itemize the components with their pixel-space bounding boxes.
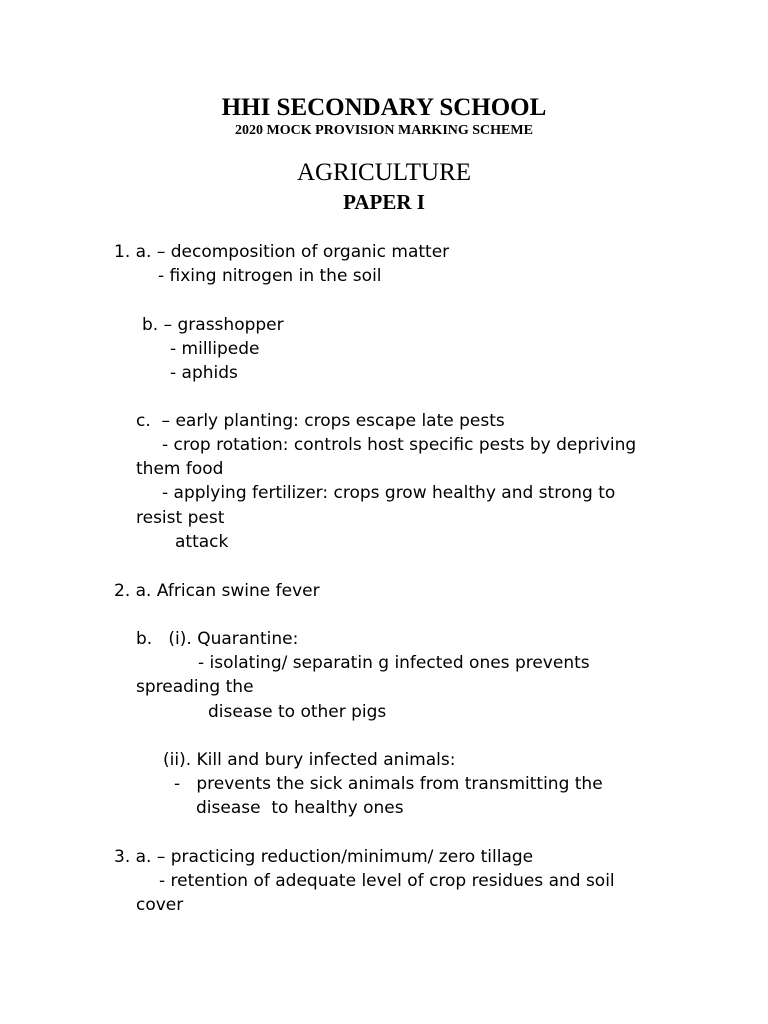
q2a-line-1: 2. a. African swine fever [114,581,320,601]
q2b-line-2: - isolating/ separatin g infected ones prevents [198,653,590,673]
q1b-line-2: - millipede [170,339,260,359]
school-name: HHI SECONDARY SCHOOL [221,94,547,121]
q1a-line-2: - fixing nitrogen in the soil [158,266,382,286]
q1c-line-3: them food [136,459,224,479]
subject-title: AGRICULTURE [296,159,472,186]
q3a-line-2: - retention of adequate level of crop residues and soil [159,871,615,891]
q2b-line-4: disease to other pigs [208,702,387,722]
q2b-ii-line-1: (ii). Kill and bury infected animals: [163,750,456,770]
q1b-line-1: b. – grasshopper [142,315,284,335]
q1c-line-1: c. – early planting: crops escape late pests [136,411,505,431]
q2b-line-3: spreading the [136,677,254,697]
scheme-title: 2020 MOCK PROVISION MARKING SCHEME [235,123,533,138]
q2b-ii-line-2: - prevents the sick animals from transmitting the [174,774,603,794]
q1c-line-4: - applying fertilizer: crops grow healthy and strong to [162,483,616,503]
q3a-line-1: 3. a. – practicing reduction/minimum/ zero tillage [114,847,534,867]
paper-title: PAPER I [343,190,425,214]
q3a-line-3: cover [136,895,184,915]
q1b-line-3: - aphids [170,363,238,383]
q2b-ii-line-3: disease to healthy ones [196,798,404,818]
q1c-line-2: - crop rotation: controls host specific pests by depriving [162,435,637,455]
q1c-line-5: resist pest [136,508,225,528]
q1a-line-1: 1. a. – decomposition of organic matter [114,242,450,262]
q1c-line-6: attack [175,532,229,552]
q2b-line-1: b. (i). Quarantine: [136,629,299,649]
